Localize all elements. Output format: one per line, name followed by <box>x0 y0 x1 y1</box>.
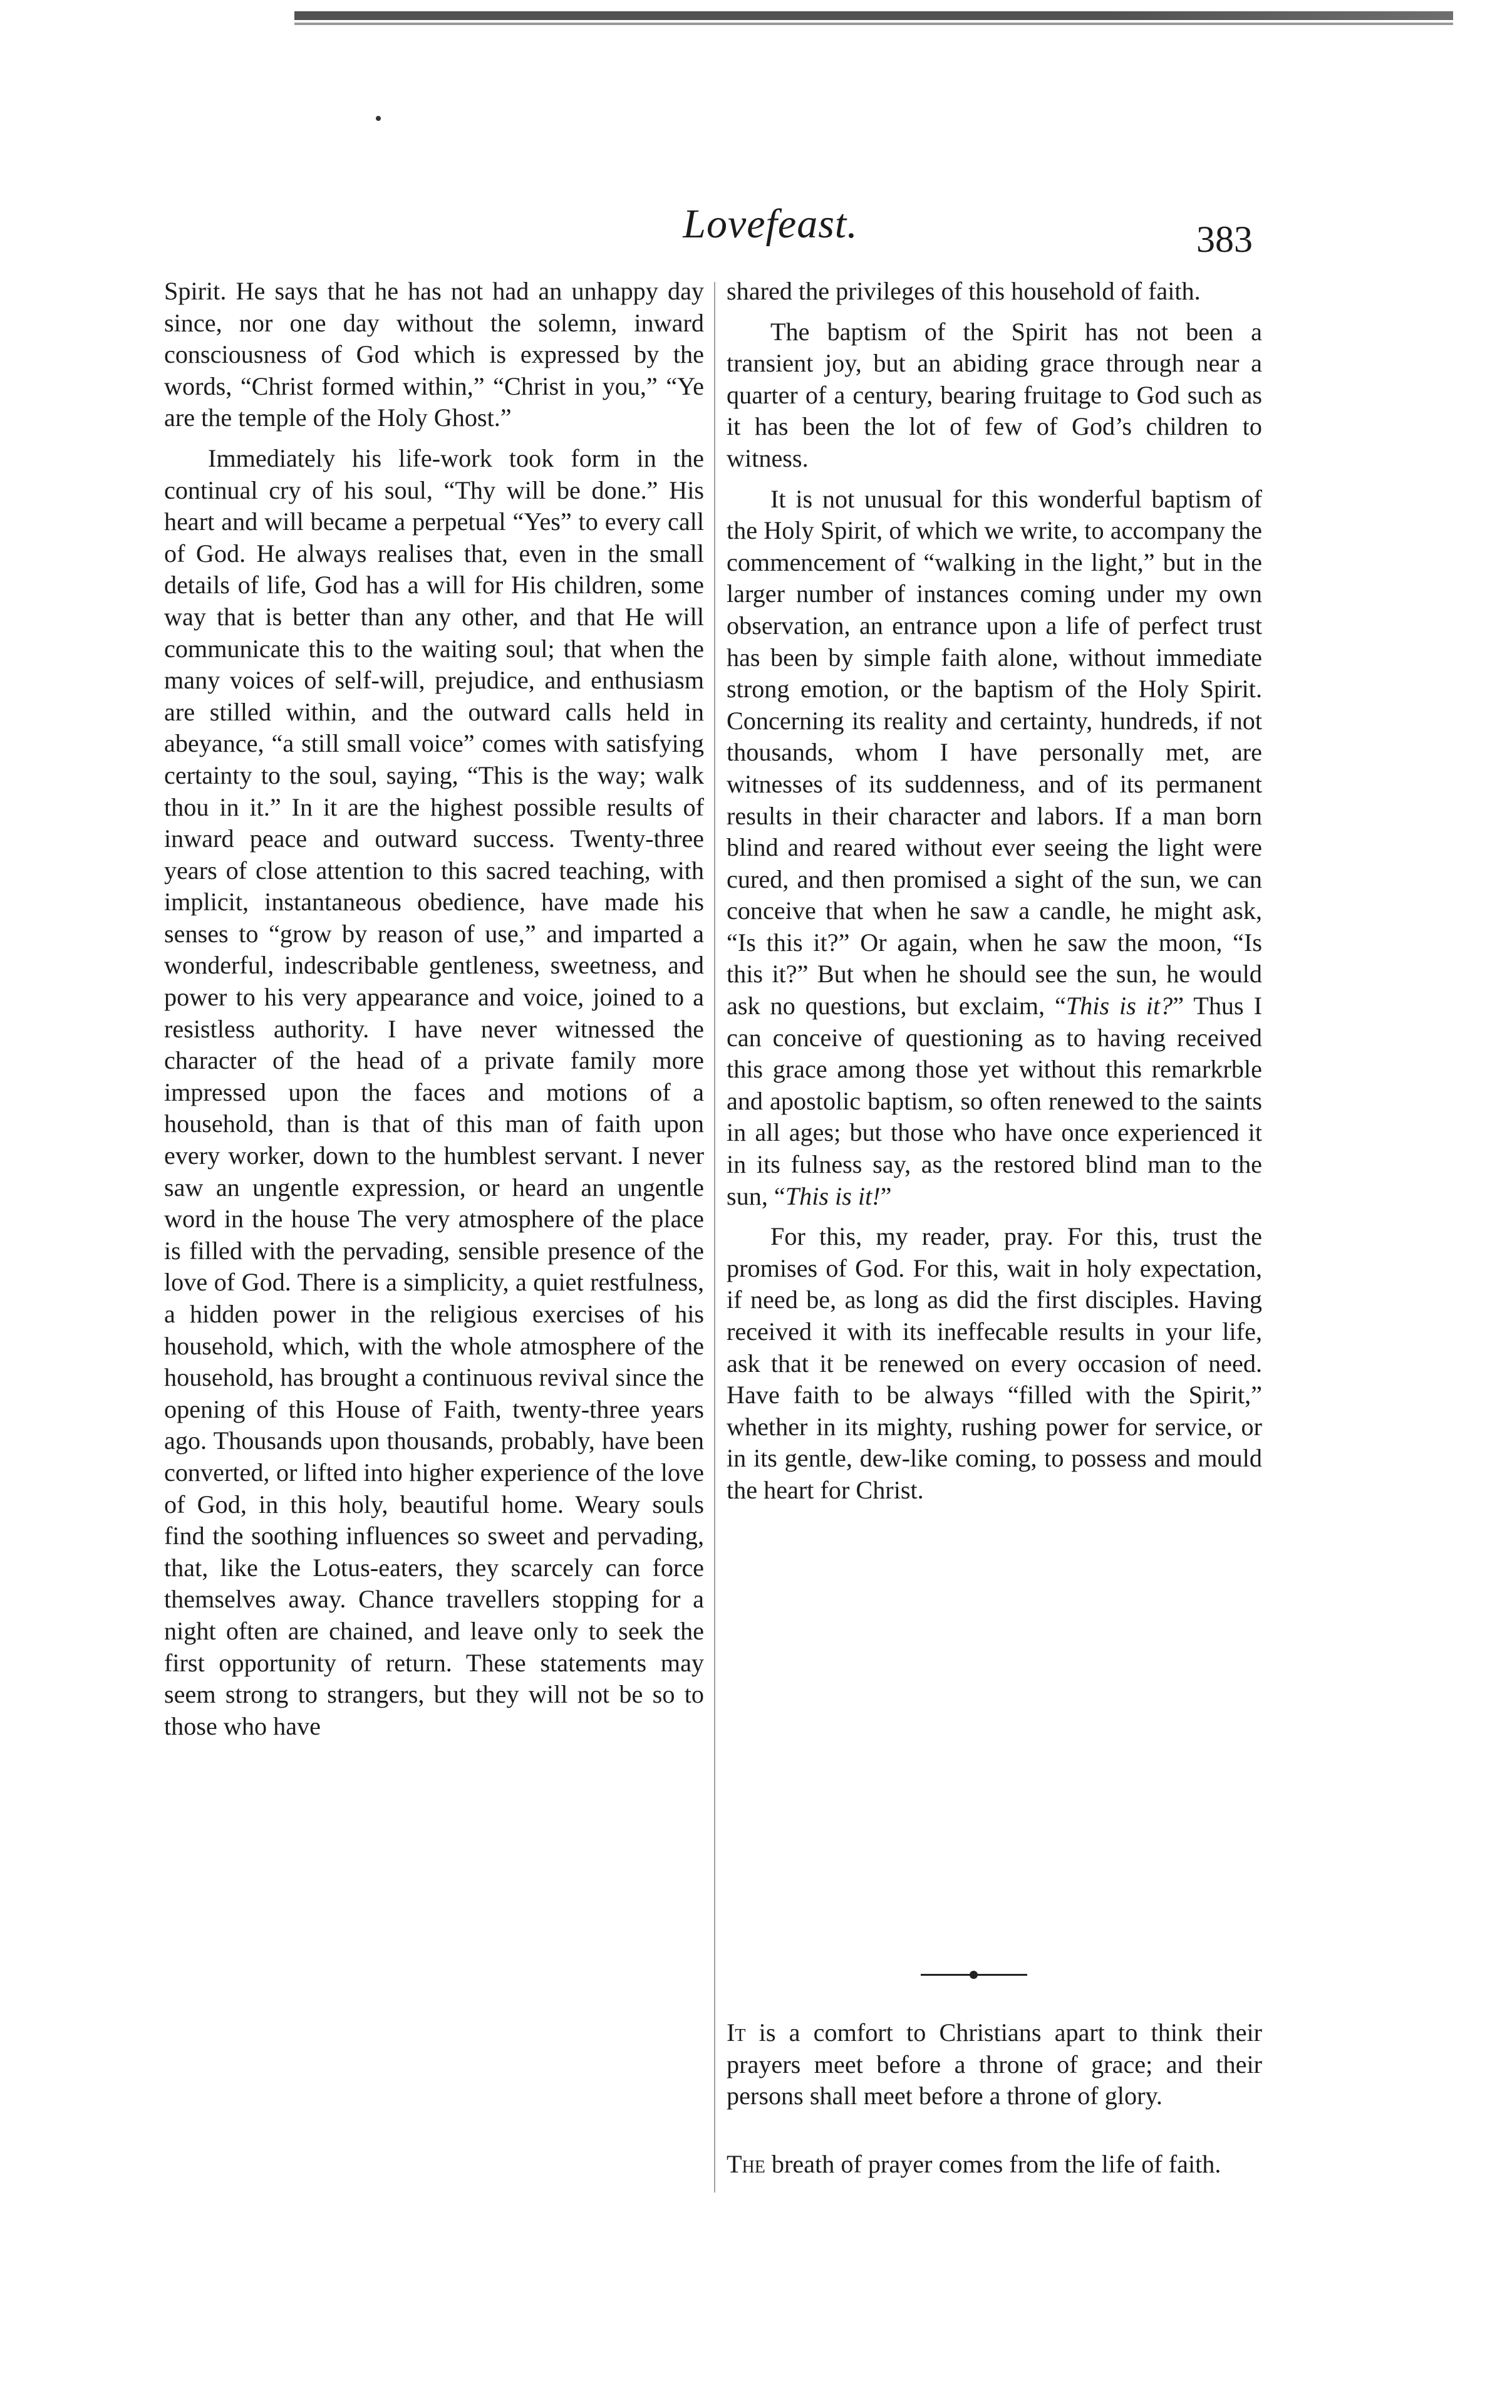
right-paragraph-3-part-a: It is not unusual for this wonderful baptism of the Holy Spirit, of which we write, to accompany the commencement of “walking in the light,” but in the larger number of instances coming under my own observation, an entrance upon a life of perfect trust has been by simple faith alone, without immediate strong emotion, or the baptism of the Holy Spirit. Concerning its reality and certainty, hundreds, if not thousands, whom I have personally met, are witnesses of its suddenness, and of its permanent results in their character and labors. If a man born blind and reared without ever seeing the light were cured, and then promised a sight of the sun, we can conceive that when he saw a candle, he might ask, “Is this it?” Or again, when he saw the moon, “Is this it?” But when he should see the sun, he would ask no questions, but exclaim, “ <box>727 484 1262 1020</box>
column-divider <box>714 282 715 2193</box>
note-2-lead: The <box>727 2150 765 2178</box>
right-column <box>727 276 1262 1507</box>
right-paragraph-2: The baptism of the Spirit has not been a transient joy, but an abiding grace through near a quarter of a century, bearing fruitage to God such as it has been the lot of few of God’s children to witness. <box>727 317 1262 472</box>
left-column <box>164 276 704 1742</box>
section-separator-ornament <box>921 1970 1027 1979</box>
note-1-text <box>727 2017 1262 2112</box>
right-paragraph-3-part-c: ” <box>880 1181 892 1210</box>
note-2-text <box>727 2149 1262 2181</box>
top-rule <box>294 11 1453 20</box>
emphasis-this-is-it-question: This is it? <box>1065 992 1173 1020</box>
emphasis-this-is-it-exclaim: This is it! <box>785 1181 881 1210</box>
right-paragraph-3 <box>727 484 1262 1213</box>
right-paragraph-1: shared the privileges of this household of faith. <box>727 277 1201 305</box>
left-paragraph-1: Spirit. He says that he has not had an unhappy day since, nor one day without the solemn, inward consciousness of God which is expressed by the words, “Christ formed within,” “Christ in you,” “Ye are the temple of the Holy Ghost.” <box>164 277 704 432</box>
right-paragraph-4: For this, my reader, pray. For this, trust the promises of God. For this, wait in holy expectation, if need be, as long as did the first disciples. Having received it with its ineffecable results in your life, ask that it be renewed on every occasion of need. Have faith to be always “filled with the Spirit,” whether in its mighty, rushing power for service, or in its gentle, dew-like coming, to possess and mould the heart for Christ. <box>727 1222 1262 1504</box>
note-1-body: is a comfort to Christians apart to think their prayers meet before a throne of grace; and their persons shall meet before a throne of glory. <box>727 2018 1262 2110</box>
note-1-lead: It <box>727 2018 746 2047</box>
page-number: 383 <box>1196 219 1253 260</box>
separator-dot <box>970 1971 978 1979</box>
ink-speck <box>376 116 381 121</box>
running-head-title: Lovefeast. <box>683 201 858 247</box>
left-paragraph-2: Immediately his life-work took form in the continual cry of his soul, “Thy will be done.” His heart and will became a perpetual “Yes” to every call of God. He always realises that, even in the small details of life, God has a will for His children, some way that is better than any other, and that He will communicate this to the waiting soul; that when the many voices of self-will, prejudice, and enthusiasm are stilled within, and the outward calls held in abeyance, “a still small voice” comes with satisfying certainty to the soul, saying, “This is the way; walk thou in it.” In it are the highest possible results of inward peace and outward success. Twenty-three years of close attention to this sacred teaching, with implicit, instantaneous obedience, have made his senses to “grow by reason of use,” and imparted a wonderful, indescribable gentleness, sweetness, and power to his very appearance and voice, joined to a resistless authority. I have never witnessed the character of the head of a private family more impressed upon the faces and motions of a household, than is that of this man of faith upon every worker, down to the humblest servant. I never saw an ungentle expression, or heard an ungentle word in the house The very atmosphere of the place is filled with the pervading, sensible presence of the love of God. There is a simplicity, a quiet restfulness, a hidden power in the religious exercises of his household, which, with the whole atmosphere of the household, has brought a continuous revival since the opening of this House of Faith, twenty-three years ago. Thousands upon thousands, probably, have been converted, or lifted into higher experience of the love of God, in this holy, beautiful home. Weary souls find the soothing influences so sweet and pervading, that, like the Lotus-eaters, they scarcely can force themselves away. Chance travellers stopping for a night often are chained, and leave only to seek the first opportunity of return. These statements may seem strong to strangers, but they will not be so to those who have <box>164 444 704 1740</box>
right-paragraph-3-part-b: ” Thus I can conceive of questioning as to having received this grace among those yet without this remarkrble and apostolic baptism, so often renewed to the saints in all ages; but those who have once experienced it in its fulness say, as the restored blind man to the sun, “ <box>727 992 1262 1210</box>
note-2-body: breath of prayer comes from the life of faith. <box>765 2150 1221 2178</box>
note-2 <box>727 2149 1262 2181</box>
note-1 <box>727 2017 1262 2112</box>
top-rule-thin <box>294 23 1453 25</box>
